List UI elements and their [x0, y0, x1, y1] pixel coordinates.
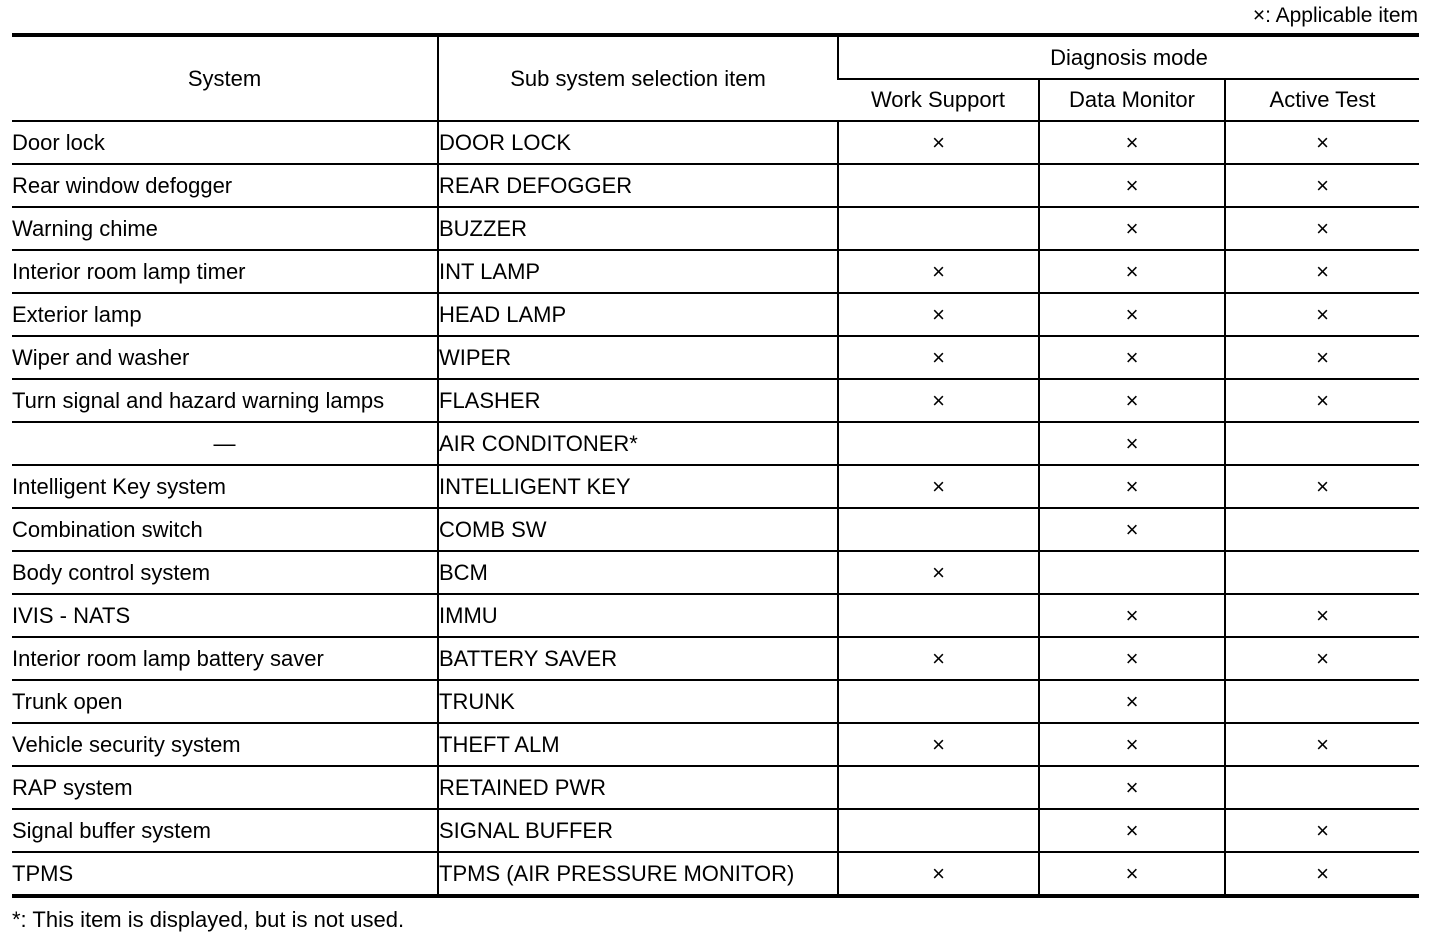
sub-system-cell: HEAD LAMP: [438, 293, 838, 336]
system-cell: Warning chime: [12, 207, 438, 250]
sub-system-cell: RETAINED PWR: [438, 766, 838, 809]
data-monitor-cell: ×: [1039, 465, 1225, 508]
work-support-cell: [838, 809, 1039, 852]
sub-system-cell: IMMU: [438, 594, 838, 637]
header-data-monitor: Data Monitor: [1039, 79, 1225, 121]
sub-system-cell: THEFT ALM: [438, 723, 838, 766]
table-row: [12, 336, 1419, 379]
sub-system-cell: INTELLIGENT KEY: [438, 465, 838, 508]
work-support-cell: [838, 508, 1039, 551]
work-support-cell: [838, 766, 1039, 809]
data-monitor-cell: ×: [1039, 766, 1225, 809]
active-test-cell: [1225, 680, 1419, 723]
sub-system-cell: SIGNAL BUFFER: [438, 809, 838, 852]
table-row: [12, 723, 1419, 766]
active-test-cell: ×: [1225, 594, 1419, 637]
data-monitor-cell: ×: [1039, 250, 1225, 293]
data-monitor-cell: ×: [1039, 852, 1225, 896]
active-test-cell: ×: [1225, 164, 1419, 207]
data-monitor-cell: ×: [1039, 680, 1225, 723]
active-test-cell: ×: [1225, 637, 1419, 680]
active-test-cell: ×: [1225, 723, 1419, 766]
table-row: [12, 207, 1419, 250]
work-support-cell: [838, 422, 1039, 465]
active-test-cell: ×: [1225, 379, 1419, 422]
sub-system-cell: WIPER: [438, 336, 838, 379]
active-test-cell: ×: [1225, 336, 1419, 379]
sub-system-cell: TRUNK: [438, 680, 838, 723]
sub-system-cell: BUZZER: [438, 207, 838, 250]
sub-system-cell: BCM: [438, 551, 838, 594]
footnote: *: This item is displayed, but is not used.: [12, 907, 405, 932]
table-row: [12, 293, 1419, 336]
work-support-cell: [838, 680, 1039, 723]
data-monitor-cell: ×: [1039, 336, 1225, 379]
system-cell: —: [12, 422, 438, 465]
table-row: [12, 766, 1419, 809]
system-cell: Signal buffer system: [12, 809, 438, 852]
work-support-cell: ×: [838, 551, 1039, 594]
system-cell: RAP system: [12, 766, 438, 809]
data-monitor-cell: ×: [1039, 723, 1225, 766]
active-test-cell: ×: [1225, 465, 1419, 508]
data-monitor-cell: ×: [1039, 422, 1225, 465]
diagnosis-mode-table: [12, 33, 1419, 898]
system-cell: Interior room lamp battery saver: [12, 637, 438, 680]
data-monitor-cell: ×: [1039, 164, 1225, 207]
active-test-cell: ×: [1225, 121, 1419, 164]
system-cell: Vehicle security system: [12, 723, 438, 766]
system-cell: Exterior lamp: [12, 293, 438, 336]
active-test-cell: ×: [1225, 809, 1419, 852]
header-system: System: [12, 35, 438, 121]
active-test-cell: ×: [1225, 852, 1419, 896]
data-monitor-cell: ×: [1039, 293, 1225, 336]
header-active-test: Active Test: [1225, 79, 1419, 121]
work-support-cell: ×: [838, 250, 1039, 293]
work-support-cell: [838, 164, 1039, 207]
active-test-cell: ×: [1225, 293, 1419, 336]
work-support-cell: ×: [838, 336, 1039, 379]
system-cell: Turn signal and hazard warning lamps: [12, 379, 438, 422]
table-row: [12, 551, 1419, 594]
table-row: [12, 164, 1419, 207]
table-body: [12, 121, 1419, 896]
table-row: [12, 508, 1419, 551]
sub-system-cell: INT LAMP: [438, 250, 838, 293]
system-cell: Combination switch: [12, 508, 438, 551]
work-support-cell: ×: [838, 723, 1039, 766]
active-test-cell: [1225, 551, 1419, 594]
header-work-support: Work Support: [838, 79, 1039, 121]
system-cell: Trunk open: [12, 680, 438, 723]
table-row: [12, 121, 1419, 164]
system-cell: IVIS - NATS: [12, 594, 438, 637]
data-monitor-cell: ×: [1039, 379, 1225, 422]
system-cell: Intelligent Key system: [12, 465, 438, 508]
system-cell: Interior room lamp timer: [12, 250, 438, 293]
active-test-cell: [1225, 766, 1419, 809]
table-row: [12, 594, 1419, 637]
data-monitor-cell: ×: [1039, 809, 1225, 852]
sub-system-cell: BATTERY SAVER: [438, 637, 838, 680]
table-row: [12, 852, 1419, 896]
active-test-cell: ×: [1225, 207, 1419, 250]
work-support-cell: [838, 594, 1039, 637]
work-support-cell: ×: [838, 379, 1039, 422]
system-cell: Wiper and washer: [12, 336, 438, 379]
data-monitor-cell: ×: [1039, 594, 1225, 637]
work-support-cell: [838, 207, 1039, 250]
table-row: [12, 809, 1419, 852]
active-test-cell: [1225, 422, 1419, 465]
work-support-cell: ×: [838, 121, 1039, 164]
data-monitor-cell: ×: [1039, 121, 1225, 164]
active-test-cell: ×: [1225, 250, 1419, 293]
header-sub-system: Sub system selection item: [438, 35, 838, 121]
work-support-cell: ×: [838, 465, 1039, 508]
data-monitor-cell: ×: [1039, 637, 1225, 680]
system-cell: TPMS: [12, 860, 74, 886]
table-row: [12, 465, 1419, 508]
sub-system-cell: TPMS (AIR PRESSURE MONITOR): [438, 852, 838, 896]
sub-system-cell: REAR DEFOGGER: [438, 164, 838, 207]
data-monitor-cell: ×: [1039, 207, 1225, 250]
table-row: [12, 379, 1419, 422]
table-row: [12, 250, 1419, 293]
system-cell: Door lock: [12, 121, 438, 164]
system-cell: Body control system: [12, 551, 438, 594]
sub-system-cell: COMB SW: [438, 508, 838, 551]
applicable-item-legend: ×: Applicable item: [1252, 4, 1418, 27]
work-support-cell: ×: [838, 293, 1039, 336]
table-row: [12, 637, 1419, 680]
work-support-cell: ×: [838, 852, 1039, 896]
work-support-cell: ×: [838, 637, 1039, 680]
active-test-cell: [1225, 508, 1419, 551]
table-row: [12, 680, 1419, 723]
table-row: [12, 422, 1419, 465]
data-monitor-cell: [1039, 551, 1225, 594]
sub-system-cell: AIR CONDITONER*: [438, 422, 838, 465]
data-monitor-cell: ×: [1039, 508, 1225, 551]
header-diagnosis-mode: Diagnosis mode: [838, 35, 1419, 79]
sub-system-cell: FLASHER: [438, 379, 838, 422]
sub-system-cell: DOOR LOCK: [438, 121, 838, 164]
system-cell: Rear window defogger: [12, 164, 438, 207]
